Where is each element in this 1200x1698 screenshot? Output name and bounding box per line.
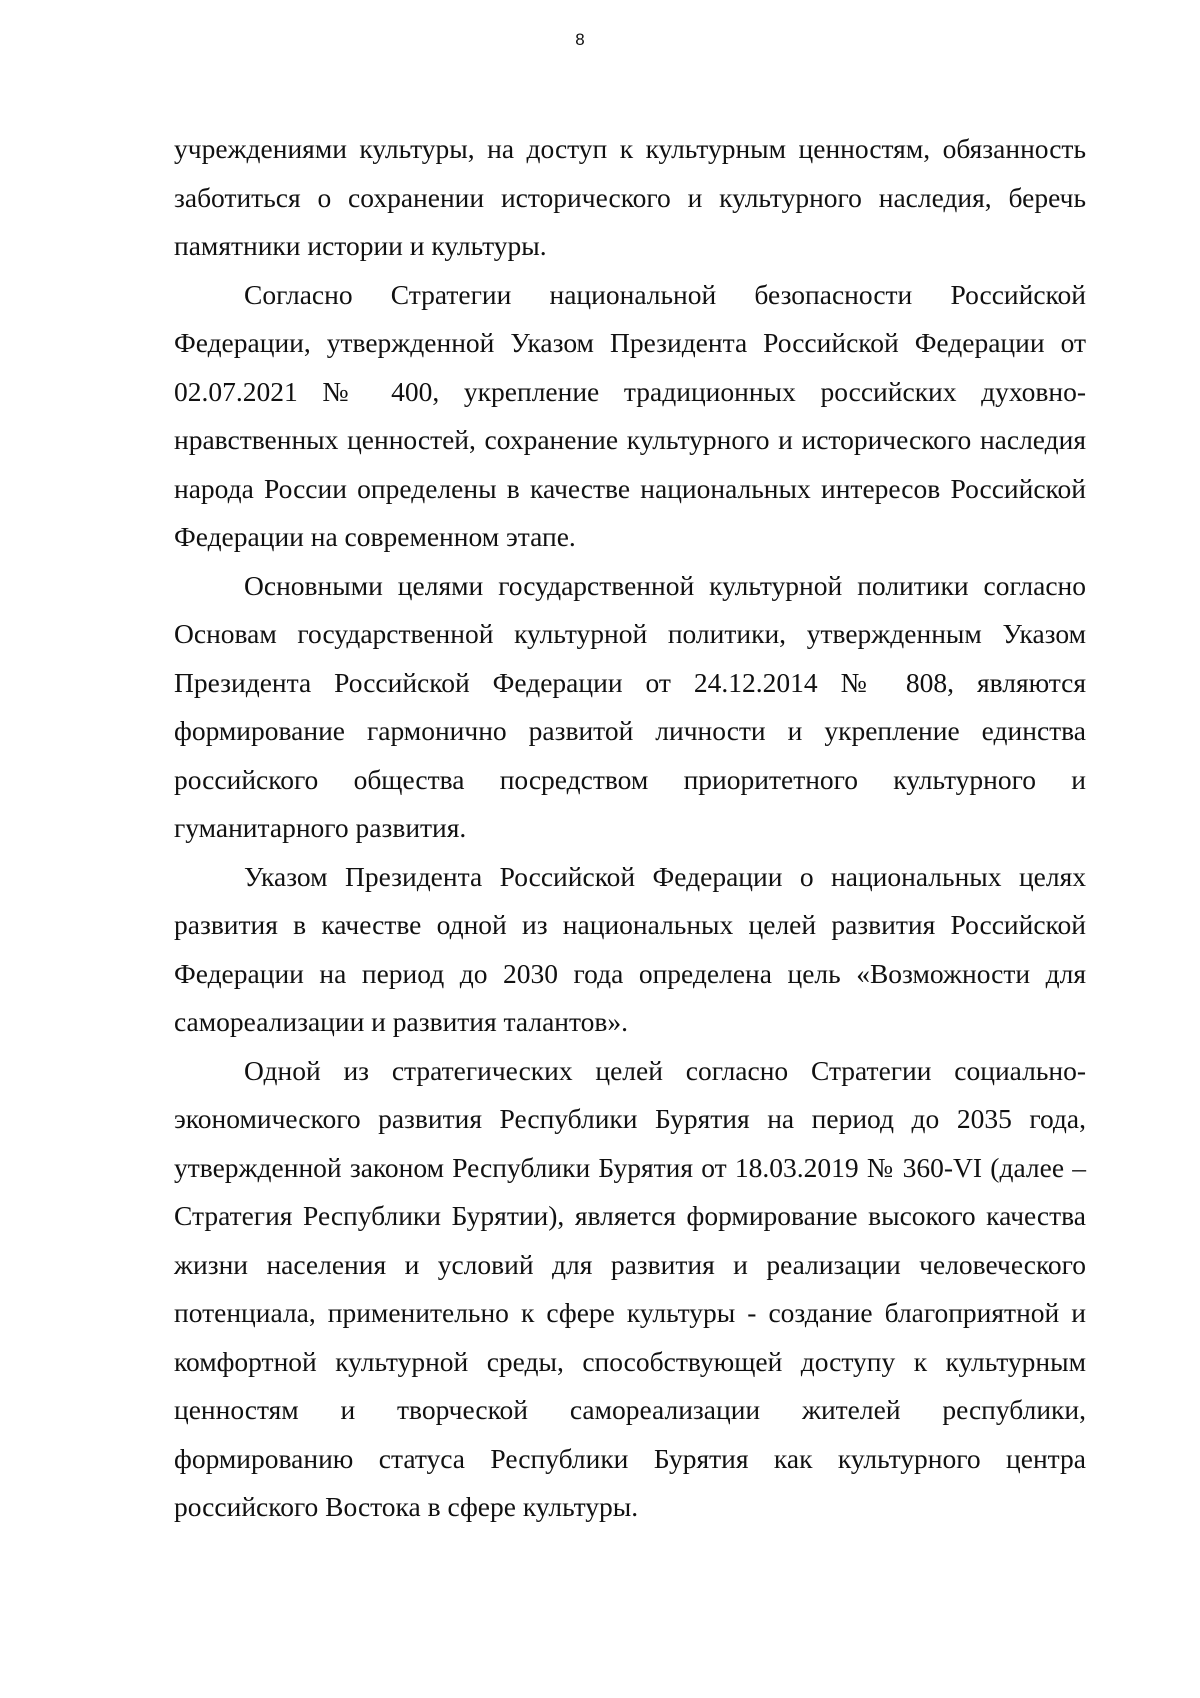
paragraph-continuation: учреждениями культуры, на доступ к культурным ценностям, обязанность заботиться о сохранении исторического и культурного наследия, беречь памятники истории и культуры. (174, 133, 1086, 261)
paragraph-buryatia-strategy: Одной из стратегических целей согласно Стратегии социально-экономического развития Республики Бурятия на период до 2035 года, утвержденной законом Республики Бурятия от 18.03.2019 № 360-VI (далее – Стратегия Республики Бурятии), является формирование высокого качества жизни населения и условий для развития и реализации человеческого потенциала, применительно к сфере культуры - создание благоприятной и комфортной культурной среды, способствующей доступу к культурным ценностям и творческой самореализации жителей республики, формированию статуса Республики Бурятия как культурного центра российского Востока в сфере культуры. (174, 1054, 1086, 1522)
paragraph-cultural-policy-goals: Основными целями государственной культурной политики согласно Основам государственной культурной политики, утвержденным Указом Президента Российской Федерации от 24.12.2014 № 808, являются формирование гармонично развитой личности и укрепление единства российского общества посредством приоритетного культурного и гуманитарного развития. (174, 569, 1086, 843)
paragraph-national-development-goals: Указом Президента Российской Федерации о национальных целях развития в качестве одной из национальных целей развития Российской Федерации на период до 2030 года определена цель «Возможности для самореализации и развития талантов». (174, 860, 1086, 1037)
page-number: 8 (575, 30, 585, 49)
paragraph-national-security-strategy: Согласно Стратегии национальной безопасности Российской Федерации, утвержденной Указом Президента Российской Федерации от 02.07.2021 № 400, укрепление традиционных российских духовно-нравственных ценностей, сохранение культурного и исторического наследия народа России определены в качестве национальных интересов Российской Федерации на современном этапе. (174, 278, 1086, 552)
document-body (174, 125, 1086, 1532)
